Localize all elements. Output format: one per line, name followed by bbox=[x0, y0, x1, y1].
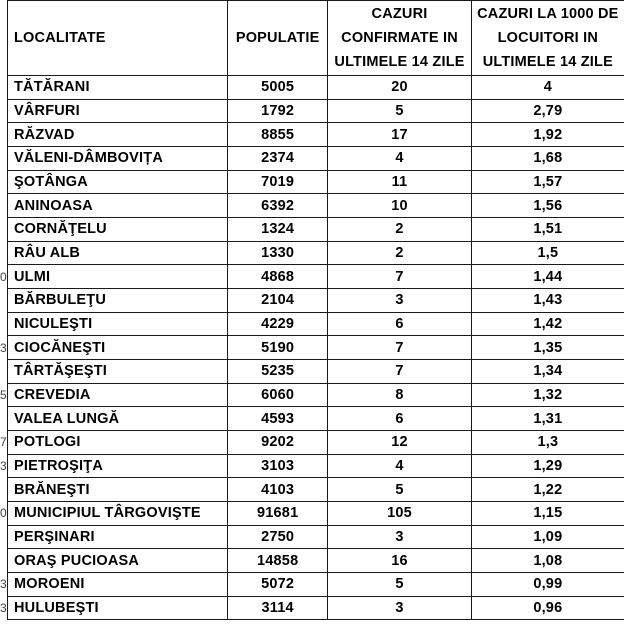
table-body bbox=[0, 76, 624, 620]
cell-rata[interactable]: 1,32 bbox=[471, 383, 624, 407]
cell-localitate[interactable]: ANINOASA bbox=[7, 194, 227, 218]
cell-rata[interactable]: 1,3 bbox=[471, 431, 624, 455]
row-number: 3 bbox=[0, 454, 7, 478]
cell-localitate[interactable]: BĂRBULEŢU bbox=[7, 289, 227, 313]
cell-localitate[interactable]: POTLOGI bbox=[7, 431, 227, 455]
cell-localitate[interactable]: MOROENI bbox=[7, 573, 227, 597]
table-row bbox=[0, 431, 624, 455]
cell-localitate[interactable]: ORAŞ PUCIOASA bbox=[7, 549, 227, 573]
row-number: 0 bbox=[0, 265, 7, 289]
row-number bbox=[0, 549, 7, 573]
row-number bbox=[0, 194, 7, 218]
cell-cazuri[interactable]: 4 bbox=[328, 454, 471, 478]
cell-populatie[interactable]: 5235 bbox=[227, 360, 327, 384]
cell-cazuri[interactable]: 105 bbox=[328, 502, 471, 526]
cell-cazuri[interactable]: 11 bbox=[328, 170, 471, 194]
table-row bbox=[0, 502, 624, 526]
table-row bbox=[0, 573, 624, 597]
cell-rata[interactable]: 1,15 bbox=[471, 502, 624, 526]
row-number bbox=[0, 123, 7, 147]
cell-populatie[interactable]: 3103 bbox=[227, 454, 327, 478]
cell-populatie[interactable]: 6392 bbox=[227, 194, 327, 218]
cell-populatie[interactable]: 5072 bbox=[227, 573, 327, 597]
table-row bbox=[0, 147, 624, 171]
cell-cazuri[interactable]: 6 bbox=[328, 407, 471, 431]
table-row bbox=[0, 360, 624, 384]
cell-rata[interactable]: 1,92 bbox=[471, 123, 624, 147]
cell-localitate[interactable]: ULMI bbox=[7, 265, 227, 289]
cell-localitate[interactable]: ŞOTÂNGA bbox=[7, 170, 227, 194]
row-number bbox=[0, 76, 7, 100]
cell-cazuri[interactable]: 8 bbox=[328, 383, 471, 407]
table-row bbox=[0, 76, 624, 100]
cell-populatie[interactable]: 1330 bbox=[227, 241, 327, 265]
cell-rata[interactable]: 1,22 bbox=[471, 478, 624, 502]
row-number bbox=[0, 478, 7, 502]
table-row bbox=[0, 549, 624, 573]
cell-rata[interactable]: 1,08 bbox=[471, 549, 624, 573]
cell-rata[interactable]: 0,99 bbox=[471, 573, 624, 597]
table-row bbox=[0, 123, 624, 147]
cell-rata[interactable]: 1,5 bbox=[471, 241, 624, 265]
table-row bbox=[0, 289, 624, 313]
header-populatie[interactable]: POPULATIE bbox=[227, 1, 327, 76]
table-row bbox=[0, 265, 624, 289]
cell-rata[interactable]: 1,68 bbox=[471, 147, 624, 171]
cell-cazuri[interactable]: 16 bbox=[328, 549, 471, 573]
row-number bbox=[0, 218, 7, 242]
cell-populatie[interactable]: 4868 bbox=[227, 265, 327, 289]
row-number bbox=[0, 147, 7, 171]
row-number bbox=[0, 241, 7, 265]
cell-localitate[interactable]: NICULEŞTI bbox=[7, 312, 227, 336]
cell-rata[interactable]: 1,42 bbox=[471, 312, 624, 336]
cell-cazuri[interactable]: 5 bbox=[328, 573, 471, 597]
cell-rata[interactable]: 1,29 bbox=[471, 454, 624, 478]
cell-rata[interactable]: 1,31 bbox=[471, 407, 624, 431]
table-row bbox=[0, 383, 624, 407]
cell-localitate[interactable]: CIOCĂNEŞTI bbox=[7, 336, 227, 360]
cell-cazuri[interactable]: 20 bbox=[328, 76, 471, 100]
header-rata[interactable]: CAZURI LA 1000 DE LOCUITORI IN ULTIMELE 14 ZILE bbox=[471, 1, 624, 76]
cell-populatie[interactable]: 14858 bbox=[227, 549, 327, 573]
cell-cazuri[interactable]: 5 bbox=[328, 478, 471, 502]
row-number: 0 bbox=[0, 502, 7, 526]
cell-populatie[interactable]: 3114 bbox=[227, 596, 327, 620]
table-row bbox=[0, 194, 624, 218]
row-number: 3 bbox=[0, 596, 7, 620]
cell-localitate[interactable]: VÂRFURI bbox=[7, 99, 227, 123]
cell-localitate[interactable]: RÂU ALB bbox=[7, 241, 227, 265]
cell-rata[interactable]: 4 bbox=[471, 76, 624, 100]
cell-rata[interactable]: 1,44 bbox=[471, 265, 624, 289]
cell-populatie[interactable]: 5005 bbox=[227, 76, 327, 100]
cell-localitate[interactable]: CREVEDIA bbox=[7, 383, 227, 407]
cell-localitate[interactable]: CORNĂŢELU bbox=[7, 218, 227, 242]
cell-rata[interactable]: 2,79 bbox=[471, 99, 624, 123]
row-number bbox=[0, 170, 7, 194]
cell-rata[interactable]: 1,09 bbox=[471, 525, 624, 549]
cell-localitate[interactable]: MUNICIPIUL TÂRGOVIŞTE bbox=[7, 502, 227, 526]
cell-populatie[interactable]: 2104 bbox=[227, 289, 327, 313]
cell-localitate[interactable]: BRĂNEŞTI bbox=[7, 478, 227, 502]
cell-populatie[interactable]: 91681 bbox=[227, 502, 327, 526]
cell-populatie[interactable]: 4103 bbox=[227, 478, 327, 502]
cell-localitate[interactable]: HULUBEŞTI bbox=[7, 596, 227, 620]
cell-cazuri[interactable]: 6 bbox=[328, 312, 471, 336]
row-number bbox=[0, 99, 7, 123]
cell-localitate[interactable]: PIETROŞIŢA bbox=[7, 454, 227, 478]
row-number bbox=[0, 360, 7, 384]
cell-localitate[interactable]: PERŞINARI bbox=[7, 525, 227, 549]
row-number: 5 bbox=[0, 383, 7, 407]
cell-populatie[interactable]: 8855 bbox=[227, 123, 327, 147]
header-cazuri[interactable]: CAZURI CONFIRMATE IN ULTIMELE 14 ZILE bbox=[328, 1, 471, 76]
cell-rata[interactable]: 1,51 bbox=[471, 218, 624, 242]
cell-cazuri[interactable]: 7 bbox=[328, 336, 471, 360]
cell-cazuri[interactable]: 7 bbox=[328, 265, 471, 289]
cell-populatie[interactable]: 2750 bbox=[227, 525, 327, 549]
table-row bbox=[0, 241, 624, 265]
header-row bbox=[0, 1, 624, 76]
cell-cazuri[interactable]: 7 bbox=[328, 360, 471, 384]
cell-populatie[interactable]: 7019 bbox=[227, 170, 327, 194]
table-row bbox=[0, 478, 624, 502]
cell-cazuri[interactable]: 2 bbox=[328, 218, 471, 242]
table-row bbox=[0, 218, 624, 242]
table-row bbox=[0, 170, 624, 194]
row-number: 7 bbox=[0, 431, 7, 455]
cell-populatie[interactable]: 9202 bbox=[227, 431, 327, 455]
table-row bbox=[0, 407, 624, 431]
table-row bbox=[0, 525, 624, 549]
header-localitate[interactable]: LOCALITATE bbox=[7, 1, 227, 76]
cell-populatie[interactable]: 4229 bbox=[227, 312, 327, 336]
cell-populatie[interactable]: 4593 bbox=[227, 407, 327, 431]
table-row bbox=[0, 336, 624, 360]
cell-localitate[interactable]: VALEA LUNGĂ bbox=[7, 407, 227, 431]
cell-populatie[interactable]: 1792 bbox=[227, 99, 327, 123]
row-number bbox=[0, 525, 7, 549]
cell-cazuri[interactable]: 2 bbox=[328, 241, 471, 265]
row-number bbox=[0, 312, 7, 336]
cell-rata[interactable]: 1,43 bbox=[471, 289, 624, 313]
cell-rata[interactable]: 1,56 bbox=[471, 194, 624, 218]
cell-localitate[interactable]: TĂTĂRANI bbox=[7, 76, 227, 100]
row-number bbox=[0, 289, 7, 313]
table-row bbox=[0, 454, 624, 478]
row-number-header bbox=[0, 1, 7, 76]
row-number: 3 bbox=[0, 336, 7, 360]
cell-cazuri[interactable]: 3 bbox=[328, 525, 471, 549]
row-number bbox=[0, 407, 7, 431]
cell-cazuri[interactable]: 3 bbox=[328, 596, 471, 620]
cell-rata[interactable]: 1,57 bbox=[471, 170, 624, 194]
row-number: 3 bbox=[0, 573, 7, 597]
cell-localitate[interactable]: RĂZVAD bbox=[7, 123, 227, 147]
cell-localitate[interactable]: TÂRTĂŞEŞTI bbox=[7, 360, 227, 384]
cell-populatie[interactable]: 6060 bbox=[227, 383, 327, 407]
cell-cazuri[interactable]: 4 bbox=[328, 147, 471, 171]
cell-cazuri[interactable]: 3 bbox=[328, 289, 471, 313]
cell-rata[interactable]: 1,34 bbox=[471, 360, 624, 384]
cell-populatie[interactable]: 2374 bbox=[227, 147, 327, 171]
table-row bbox=[0, 99, 624, 123]
cell-populatie[interactable]: 5190 bbox=[227, 336, 327, 360]
cell-rata[interactable]: 0,96 bbox=[471, 596, 624, 620]
cell-cazuri[interactable]: 5 bbox=[328, 99, 471, 123]
cell-cazuri[interactable]: 12 bbox=[328, 431, 471, 455]
cell-localitate[interactable]: VĂLENI-DÂMBOVIȚA bbox=[7, 147, 227, 171]
cell-populatie[interactable]: 1324 bbox=[227, 218, 327, 242]
cell-cazuri[interactable]: 10 bbox=[328, 194, 471, 218]
table-row bbox=[0, 596, 624, 620]
cell-rata[interactable]: 1,35 bbox=[471, 336, 624, 360]
cell-cazuri[interactable]: 17 bbox=[328, 123, 471, 147]
table-row bbox=[0, 312, 624, 336]
